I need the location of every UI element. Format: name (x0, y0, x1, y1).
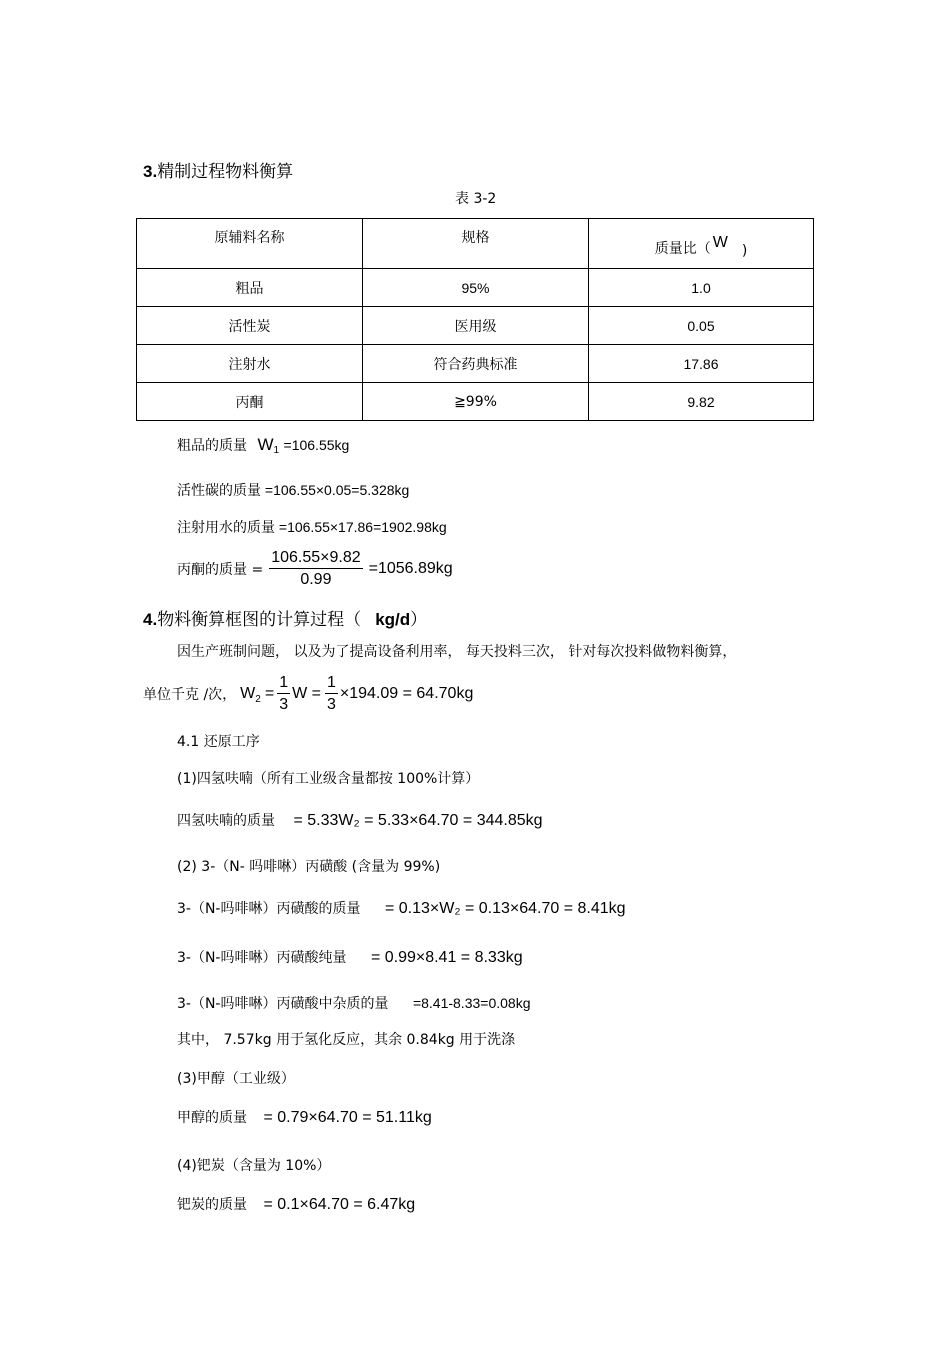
table-cell: 0.05 (589, 307, 814, 345)
w2-fraction-2-denominator: 3 (326, 696, 336, 713)
item-mops-usage-note: 其中， 7.57kg 用于氢化反应，其余 0.84kg 用于洗涤 (177, 1032, 516, 1048)
table-cell: 医用级 (363, 307, 589, 345)
unit-label: 单位千克 /次， (143, 687, 237, 703)
table-cell: 丙酮 (137, 383, 363, 421)
item-pd-carbon-heading: (4)钯炭（含量为 10%） (177, 1158, 331, 1174)
item-thf-mass (177, 810, 543, 830)
w2-fraction-1-numerator: 1 (277, 674, 290, 694)
table-row (137, 269, 814, 307)
table-cell: 95% (363, 269, 589, 307)
subsection-4-1: 4.1 还原工序 (177, 734, 260, 750)
crude-mass-label: 粗品的质量 (177, 438, 247, 454)
header-spec-text: 规格 (461, 230, 490, 246)
table-header-row (137, 219, 814, 269)
section-4-intro: 因生产班制问题， 以及为了提高设备利用率， 每天投料三次， 针对每次投料做物料衡算， (177, 644, 737, 660)
section-3-heading (143, 157, 293, 182)
item-pd-carbon-mass (177, 1194, 415, 1214)
injection-water-mass-line: 注射用水的质量 =106.55×17.86=1902.98kg (177, 519, 447, 535)
header-material-name (137, 219, 363, 269)
item-thf-heading: (1)四氢呋喃（所有工业级含量都按 100%计算） (177, 771, 480, 787)
w2-symbol: W (240, 685, 256, 702)
item-pd-carbon-mass-label: 钯炭的质量 (177, 1197, 247, 1213)
table-cell: 9.82 (589, 383, 814, 421)
w2-result: ×194.09 = 64.70kg (339, 685, 474, 702)
header-material-name-text: 原辅料名称 (214, 230, 285, 246)
item-mops-heading: (2) 3-（N- 吗啡啉）丙磺酸 (含量为 99%) (177, 859, 441, 875)
section-4-number: 4. (143, 610, 158, 629)
crude-mass-subscript: 1 (273, 445, 280, 456)
header-mass-ratio-symbol: W (712, 233, 728, 251)
material-ratio-table (136, 218, 814, 421)
header-spec (363, 219, 589, 269)
acetone-numerator: 106.55×9.82 (269, 549, 362, 569)
item-mops-impurity-label: 3-（N-吗啡啉）丙磺酸中杂质的量 (177, 996, 389, 1012)
table-caption: 表 3-2 (455, 191, 497, 207)
w2-fraction-1 (277, 674, 290, 714)
acetone-mass-result: =1056.89kg (368, 560, 453, 577)
crude-mass-symbol: W (257, 435, 274, 454)
section-4-title: 物料衡算框图的计算过程（ (157, 610, 362, 630)
header-mass-ratio-close: ) (741, 242, 748, 259)
table-row (137, 307, 814, 345)
table-row (137, 345, 814, 383)
acetone-mass-fraction (269, 549, 362, 589)
table-cell: 注射水 (137, 345, 363, 383)
w2-subscript: 2 (255, 693, 261, 705)
item-mops-mass-label: 3-（N-吗啡啉）丙磺酸的质量 (177, 901, 361, 917)
table-cell: 活性炭 (137, 307, 363, 345)
w2-w-symbol: W = (292, 685, 321, 702)
section-3-title: 精制过程物料衡算 (157, 162, 294, 182)
item-methanol-mass-equation: = 0.79×64.70 = 51.11kg (263, 1109, 432, 1126)
item-mops-pure-label: 3-（N-吗啡啉）丙磺酸纯量 (177, 950, 347, 966)
table-cell: 粗品 (137, 269, 363, 307)
crude-mass-line (177, 435, 349, 455)
item-mops-impurity-equation: =8.41-8.33=0.08kg (412, 995, 531, 1011)
header-mass-ratio-text: 质量比（ (654, 240, 711, 257)
item-mops-impurity (177, 993, 530, 1013)
item-methanol-mass-label: 甲醇的质量 (177, 1110, 247, 1126)
table-row (137, 383, 814, 421)
item-mops-pure-equation: = 0.99×8.41 = 8.33kg (370, 949, 523, 966)
item-mops-mass (177, 898, 626, 918)
item-mops-mass-equation: = 0.13×W₂ = 0.13×64.70 = 8.41kg (384, 900, 626, 917)
acetone-mass-label: 丙酮的质量 = (177, 562, 264, 578)
item-methanol-heading: (3)甲醇（工业级） (177, 1071, 295, 1087)
w2-fraction-1-denominator: 3 (279, 696, 289, 713)
table-cell: 1.0 (589, 269, 814, 307)
item-thf-mass-equation: = 5.33W₂ = 5.33×64.70 = 344.85kg (293, 812, 543, 829)
table-cell: ≧99% (363, 383, 589, 421)
section-3-number: 3. (143, 162, 158, 181)
w2-fraction-2 (325, 674, 338, 714)
item-pd-carbon-mass-equation: = 0.1×64.70 = 6.47kg (263, 1196, 416, 1213)
header-mass-ratio (589, 219, 814, 269)
section-4-title-close: ） (410, 610, 428, 630)
activated-carbon-mass-line: 活性碳的质量 =106.55×0.05=5.328kg (177, 482, 410, 498)
table-cell: 符合药典标准 (363, 345, 589, 383)
crude-mass-value: =106.55kg (283, 437, 350, 453)
w2-equation-line (143, 674, 473, 714)
table-cell: 17.86 (589, 345, 814, 383)
item-methanol-mass (177, 1107, 432, 1127)
section-4-heading (143, 605, 427, 630)
w2-fraction-2-numerator: 1 (325, 674, 338, 694)
w2-equals: = (264, 685, 275, 702)
acetone-denominator: 0.99 (300, 571, 332, 588)
item-mops-pure (177, 947, 523, 967)
item-thf-mass-label: 四氢呋喃的质量 (177, 813, 275, 829)
section-4-unit: kg/d (375, 610, 411, 629)
acetone-mass-line (177, 549, 453, 589)
